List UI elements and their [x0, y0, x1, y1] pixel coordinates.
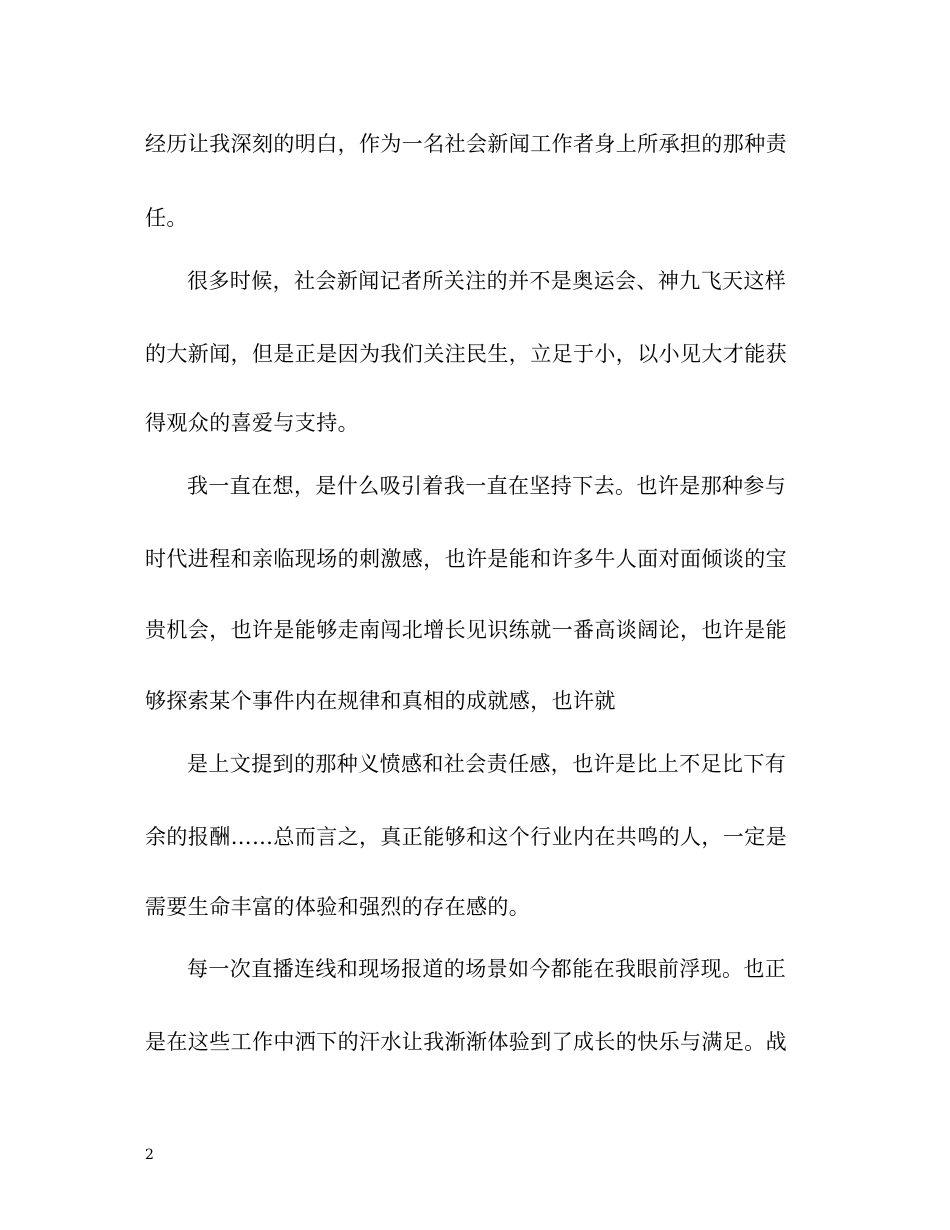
text-line-9: 够探索某个事件内在规律和真相的成就感，也许就	[145, 689, 616, 713]
text-line-7: 时代进程和亲临现场的刺激感，也许是能和许多牛人面对面倾谈的宝	[145, 547, 787, 571]
text-line-1: 经历让我深刻的明白，作为一名社会新闻工作者身上所承担的那种责	[145, 132, 787, 156]
text-line-8: 贵机会，也许是能够走南闯北增长见识练就一番高谈阔论，也许是能	[145, 618, 787, 642]
text-line-6: 我一直在想，是什么吸引着我一直在坚持下去。也许是那种参与	[187, 474, 787, 498]
text-line-5: 得观众的喜爱与支持。	[145, 411, 359, 435]
page-number: 2	[145, 1147, 154, 1163]
text-line-11: 余的报酬……总而言之，真正能够和这个行业内在共鸣的人，一定是	[145, 825, 787, 849]
text-line-10: 是上文提到的那种义愤感和社会责任感，也许是比上不足比下有	[187, 752, 787, 776]
text-line-14: 是在这些工作中洒下的汗水让我渐渐体验到了成长的快乐与满足。战	[145, 1030, 787, 1054]
text-line-13: 每一次直播连线和现场报道的场景如今都能在我眼前浮现。也正	[187, 957, 787, 981]
text-line-2: 任。	[145, 206, 188, 230]
text-line-4: 的大新闻，但是正是因为我们关注民生，立足于小，以小见大才能获	[145, 342, 787, 366]
text-line-3: 很多时候，社会新闻记者所关注的并不是奥运会、神九飞天这样	[187, 269, 787, 293]
text-line-12: 需要生命丰富的体验和强烈的存在感的。	[145, 895, 531, 919]
